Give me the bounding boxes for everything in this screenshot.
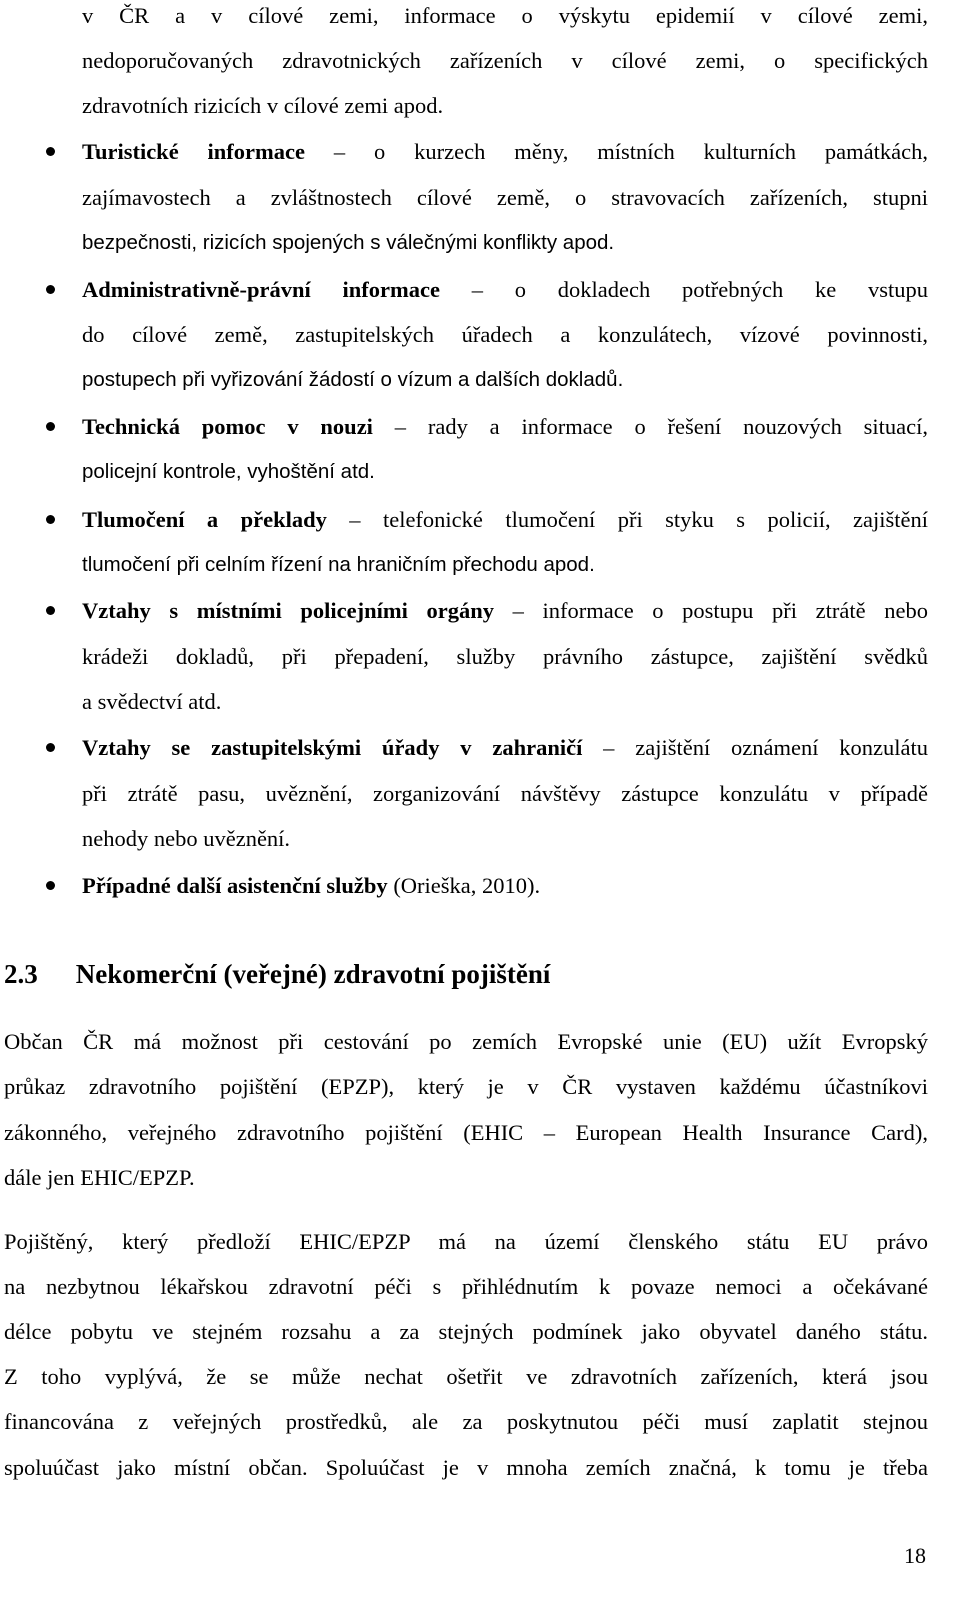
text-line: nehody nebo uvěznění. bbox=[82, 826, 291, 851]
text-line: bezpečnosti, rizicích spojených s válečnými konflikty apod. bbox=[82, 231, 615, 254]
list-item-first-line bbox=[82, 505, 928, 535]
bullet-icon bbox=[46, 285, 55, 294]
text-line: tlumočení při celním řízení na hraničním přechodu apod. bbox=[82, 553, 595, 576]
text-line: při ztrátě pasu, uvěznění, zorganizování návštěvy zástupce konzulátu v případě bbox=[82, 781, 928, 806]
text-line: Pojištěný, který předloží EHIC/EPZP má na území členského státu EU právo bbox=[4, 1229, 928, 1254]
text-line: zdravotních rizicích v cílové zemi apod. bbox=[82, 93, 444, 118]
list-item-desc: – informace o postupu při ztrátě nebo bbox=[512, 598, 928, 623]
list-item-first-line bbox=[82, 871, 540, 901]
bullet-icon bbox=[46, 515, 55, 524]
page-number: 18 bbox=[904, 1543, 926, 1568]
list-item-term: Vztahy s místními policejními orgány bbox=[82, 598, 494, 623]
list-item-desc: – o kurzech měny, místních kulturních památkách, bbox=[333, 139, 929, 164]
text-line: nedoporučovaných zdravotnických zařízeních v cílové zemi, o specifických bbox=[82, 48, 928, 73]
bullet-icon bbox=[46, 881, 55, 890]
list-item-first-line bbox=[82, 733, 928, 763]
text-line: financována z veřejných prostředků, ale za poskytnutou péči musí zaplatit stejnou bbox=[4, 1409, 928, 1434]
text-line: na nezbytnou lékařskou zdravotní péči s přihlédnutím k povaze nemoci a očekávané bbox=[4, 1274, 928, 1299]
text-line: postupech při vyřizování žádostí o vízum a dalších dokladů. bbox=[82, 368, 624, 391]
list-item-first-line bbox=[82, 412, 928, 442]
text-line: zajímavostech a zvláštnostech cílové země, o stravovacích zařízeních, stupni bbox=[82, 185, 928, 210]
list-item-desc: – rady a informace o řešení nouzových situací, bbox=[394, 414, 929, 439]
section-number: 2.3 bbox=[4, 959, 38, 989]
list-item-desc: – zajištění oznámení konzulátu bbox=[603, 735, 929, 760]
bullet-icon bbox=[46, 606, 55, 615]
text-line: dále jen EHIC/EPZP. bbox=[4, 1165, 195, 1190]
list-item-first-line bbox=[82, 275, 928, 305]
text-line: a svědectví atd. bbox=[82, 689, 222, 714]
list-item-term: Tlumočení a překlady bbox=[82, 507, 327, 532]
text-line: zákonného, veřejného zdravotního pojištění (EHIC – European Health Insurance Card), bbox=[4, 1120, 928, 1145]
bullet-icon bbox=[46, 422, 55, 431]
text-line: délce pobytu ve stejném rozsahu a za stejných podmínek jako obyvatel daného státu. bbox=[4, 1319, 928, 1344]
list-item-desc: – telefonické tlumočení při styku s policií, zajištění bbox=[349, 507, 928, 532]
text-line: policejní kontrole, vyhoštění atd. bbox=[82, 460, 375, 483]
list-item-term: Administrativně-právní informace bbox=[82, 277, 440, 302]
list-item-term: Turistické informace bbox=[82, 139, 306, 164]
list-item-term: Vztahy se zastupitelskými úřady v zahraničí bbox=[82, 735, 583, 760]
text-line: spoluúčast jako místní občan. Spoluúčast je v mnoha zemích značná, k tomu je třeba bbox=[4, 1455, 928, 1480]
list-item-term: Případné další asistenční služby bbox=[82, 873, 388, 898]
list-item-desc: (Orieška, 2010). bbox=[393, 873, 541, 898]
text-line: do cílové země, zastupitelských úřadech a konzulátech, vízové povinnosti, bbox=[82, 322, 928, 347]
section-heading bbox=[4, 957, 550, 991]
bullet-icon bbox=[46, 147, 55, 156]
section-title: Nekomerční (veřejné) zdravotní pojištění bbox=[75, 959, 551, 989]
list-item-first-line bbox=[82, 596, 928, 626]
list-item-first-line bbox=[82, 137, 928, 167]
text-line: v ČR a v cílové zemi, informace o výskytu epidemií v cílové zemi, bbox=[82, 3, 928, 28]
list-item-desc: – o dokladech potřebných ke vstupu bbox=[471, 277, 928, 302]
text-line: Občan ČR má možnost při cestování po zemích Evropské unie (EU) užít Evropský bbox=[4, 1029, 928, 1054]
text-line: průkaz zdravotního pojištění (EPZP), který je v ČR vystaven každému účastníkovi bbox=[4, 1074, 928, 1099]
list-item-term: Technická pomoc v nouzi bbox=[82, 414, 373, 439]
text-line: Z toho vyplývá, že se může nechat ošetřit ve zdravotních zařízeních, která jsou bbox=[4, 1364, 928, 1389]
bullet-icon bbox=[46, 743, 55, 752]
text-line: krádeži dokladů, při přepadení, služby právního zástupce, zajištění svědků bbox=[82, 644, 928, 669]
